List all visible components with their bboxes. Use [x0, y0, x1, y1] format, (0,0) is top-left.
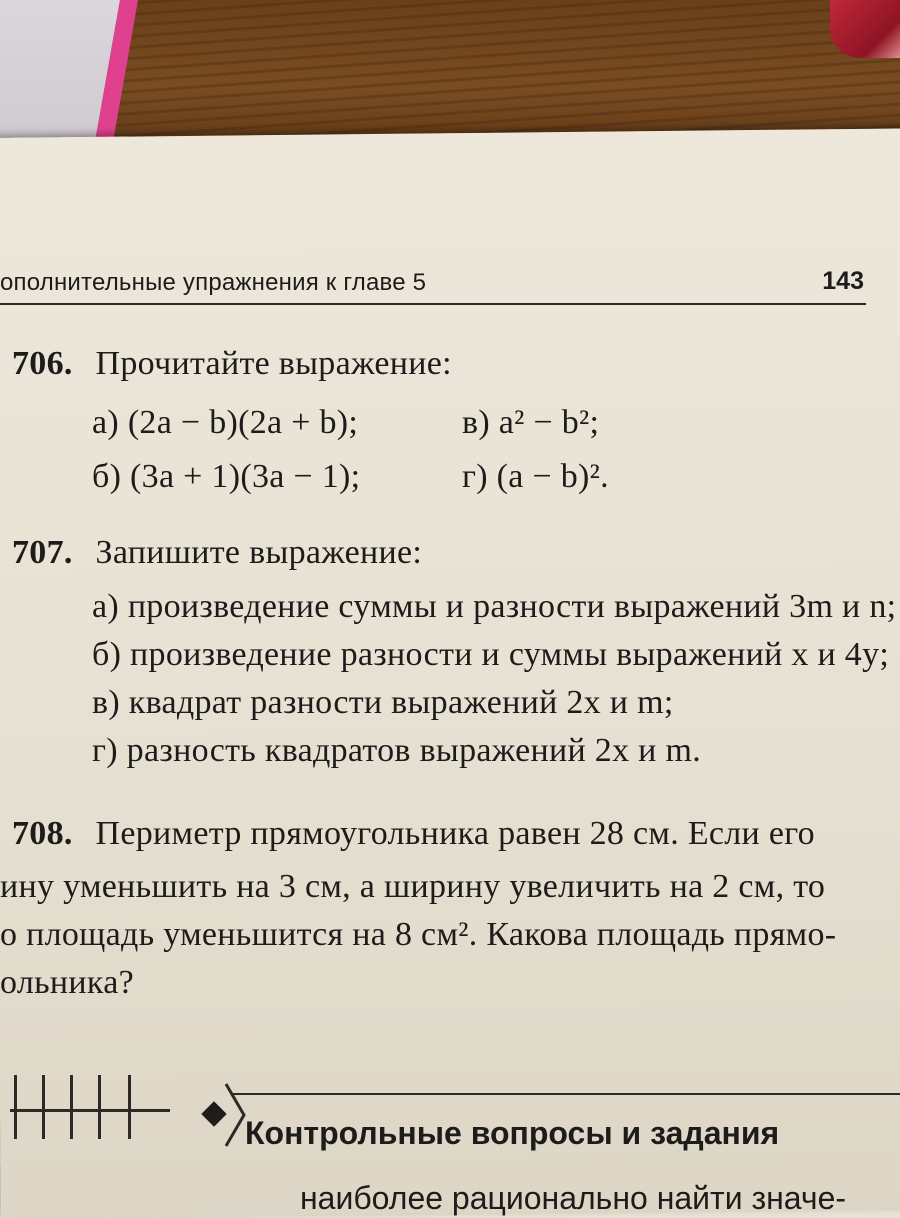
exercise-text-line: ольника? — [0, 964, 135, 1001]
red-object — [830, 0, 900, 58]
cut-off-text-line: наиболее рационально найти значе- — [300, 1180, 847, 1216]
item-v: в) квадрат разности выражений 2x и m; — [92, 684, 674, 721]
ornament-lines — [10, 1075, 160, 1155]
page-header — [0, 265, 900, 305]
section-title: Контрольные вопросы и задания — [245, 1115, 780, 1151]
running-head: ополнительные упражнения к главе 5 — [0, 269, 427, 296]
section-rule — [232, 1093, 900, 1095]
exercise-prompt: Прочитайте выражение: — [95, 345, 452, 382]
exercise-number: 708. — [12, 815, 73, 852]
item-g: г) (a − b)². — [462, 458, 609, 495]
header-rule — [0, 303, 866, 305]
exercise-text-line: о площадь уменьшится на 8 см². Какова площадь прямо- — [0, 916, 837, 953]
exercise-prompt: Запишите выражение: — [95, 534, 423, 571]
item-a: а) произведение суммы и разности выражений 3m и n; — [92, 588, 897, 625]
page-number: 143 — [822, 267, 864, 295]
item-g: г) разность квадратов выражений 2x и m. — [92, 732, 702, 769]
exercise-number: 707. — [12, 534, 73, 571]
exercise-number: 706. — [12, 345, 73, 382]
exercise-text-line: ину уменьшить на 3 см, а ширину увеличить на 2 см, то — [0, 868, 826, 905]
exercise-text-line: Периметр прямоугольника равен 28 см. Если его — [95, 815, 815, 852]
item-b: б) произведение разности и суммы выражений x и 4y; — [92, 636, 890, 673]
item-v: в) a² − b²; — [462, 404, 600, 441]
item-a: а) (2a − b)(2a + b); — [92, 404, 359, 441]
item-b: б) (3a + 1)(3a − 1); — [92, 458, 361, 495]
